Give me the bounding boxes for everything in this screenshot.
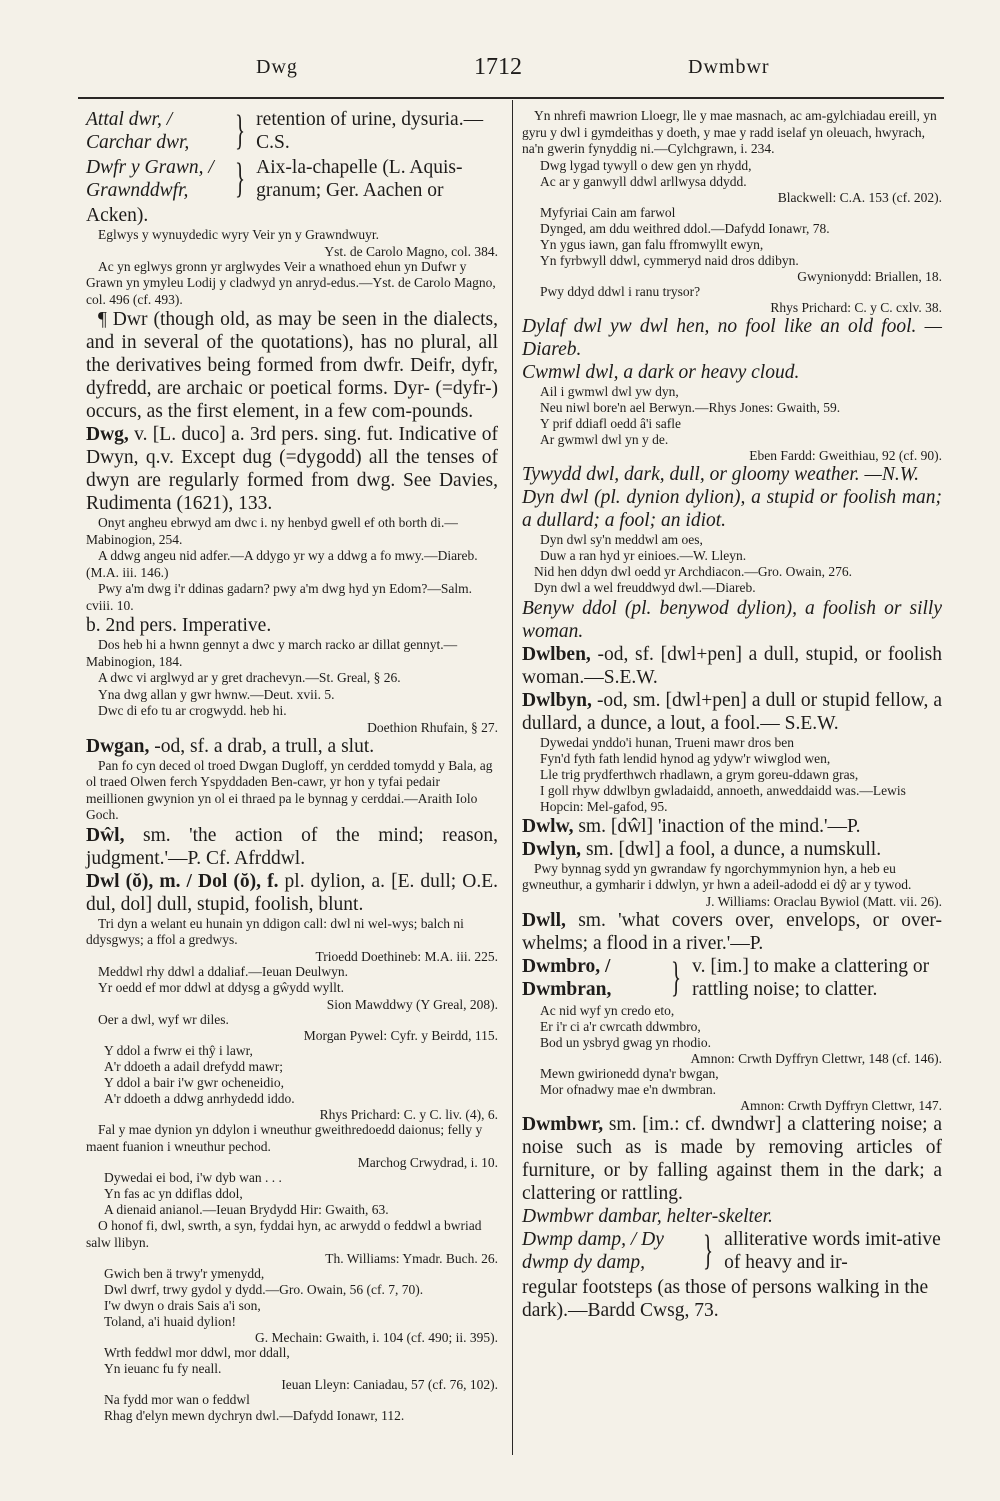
verse-line: Yn ieuanc fu fy neall. (104, 1361, 222, 1376)
entry-terms: Dwmp damp, / Dy dwmp dy damp, (522, 1228, 664, 1273)
quotation: A dwc vi arglwyd ar y gret drachevyn.—St. Greal, § 26. (98, 670, 401, 685)
verse-line: Dwl dwrf, trwy gydol y dydd.—Gro. Owain, 56 (cf. 7, 70). (104, 1282, 424, 1297)
verse-quotation (522, 384, 942, 416)
entry-definition: sm. 'what covers over, envelops, or over-whelms; a flood in a river.'—P. (522, 909, 943, 954)
entry-dwl-noun (86, 824, 498, 870)
headword: Dwl (ŏ), m. / Dol (ŏ), f. (86, 870, 279, 892)
running-head-left: Dwg (256, 56, 298, 78)
quotation (86, 980, 498, 1012)
quotation-text: Fal y mae dynion yn ddylon i wneuthur gweithredoedd daionus; felly y maent fuanion i wneuthur pechod. (86, 1122, 483, 1154)
verse-quotation (522, 416, 942, 463)
verse-line: Ar gwmwl dwl yn y de. (540, 431, 669, 447)
headword: Dwg, (86, 424, 129, 445)
brace: } (671, 954, 682, 1001)
quotation: Pan fo cyn deced ol troed Dwgan Dugloff, yn cerdded tomydd y Bala, ag ol traed Olwen ferch Yspyddaden Ben-cawr, yr hon y tyfai pedair meillionen gwynion yn ol ei thraed pa le bynnag y cerddai.—Araith Iolo Goch. (86, 757, 493, 822)
quotation-source: Gwynionydd: Briallen, 18. (797, 268, 942, 284)
verse-line: A'r ddoeth a ddwg anrhydedd iddo. (104, 1091, 295, 1106)
quotation-source: Yst. de Carolo Magno, col. 384. (324, 243, 498, 259)
verse-line: Mewn gwirionedd dyna'r bwgan, (540, 1065, 719, 1081)
entry-dwl-adj (86, 870, 498, 916)
verse-line: Y ddol a bair i'w gwr ocheneidio, (104, 1075, 285, 1090)
brace: } (235, 156, 246, 202)
quotation-source: Rhys Prichard: C. y C. cxlv. 38. (770, 299, 942, 315)
entry-definition: pl. dylion, a. [E. dull; O.E. dul, dol] dull, stupid, foolish, blunt. (86, 870, 499, 915)
quotation: Nid hen ddyn dwl oedd yr Archdiacon.—Gro. Owain, 276. (534, 563, 852, 579)
quotation: Ac yn eglwys gronn yr arglwydes Veir a wnathoed ehun yn Dufwr y Grawn yn ymyleu Lodij y cladwyd yn anryd-edus.—Yst. de Carolo Magno, col. 496 (cf. 493). (86, 258, 496, 307)
entry-dwg (86, 423, 498, 515)
entry-definition: sm. [dwl] a fool, a dunce, a numskull. (585, 838, 882, 860)
phrase-cwmwl-dwl: Cwmwl dwl, a dark or heavy cloud. (522, 361, 800, 383)
quotation-source: Sion Mawddwy (Y Greal, 208). (326, 996, 498, 1012)
entry-dwll (522, 909, 942, 955)
quotation-source: G. Mechain: Gwaith, i. 104 (cf. 490; ii. 395). (255, 1330, 498, 1345)
entry-continuation: Acken). (86, 205, 149, 226)
quotation-source: J. Williams: Oraclau Bywiol (Matt. vii. 26). (705, 893, 942, 909)
phrase-dwmbwr-dambar: Dwmbwr dambar, helter-skelter. (522, 1205, 773, 1227)
quotation-source: Rhys Prichard: C. y C. liv. (4), 6. (319, 1107, 498, 1122)
quotation (86, 227, 498, 259)
quotation: Onyt angheu ebrwyd am dwc i. ny henbyd gwell ef oth borth di.—Mabinogion, 254. (86, 515, 458, 547)
verse-line: A'r ddoeth a adail drefydd mawr; (104, 1059, 283, 1074)
quotation (86, 703, 498, 735)
verse-line: I'w dwyn o drais Sais a'i son, (104, 1298, 261, 1313)
verse-line: Fyn'd fyth fath lendid hynod ag ydyw'r wiwglod wen, (540, 750, 831, 766)
verse-line: Yn fas ac yn ddiflas ddol, (104, 1186, 243, 1201)
verse-line: I goll rhyw ddwlbyn gwladaidd, annoeth, anweddaidd was.—Lewis Hopcin: Mel-gafod, 95. (540, 782, 906, 814)
verse-line: Neu niwl bore'n ael Berwyn.—Rhys Jones: Gwaith, 59. (540, 399, 841, 415)
quotation: Yn nhrefi mawrion Lloegr, lle y mae masnach, ac am-gylchiadau ereill, yn gyru y dwl i gymdeithas y doeth, y mae y radd iselaf yn oleuach, hwyrach, na'n gwerin fynyddig ni.—Cylchgrawn, i. 234. (522, 108, 937, 156)
phrase-tywydd-dwl: Tywydd dwl, dark, dull, or gloomy weather. —N.W. (522, 463, 920, 485)
verse-line: Y ddol a fwrw ei thŷ i lawr, (104, 1043, 253, 1058)
headword: Dwlw, (522, 815, 574, 837)
quotation (86, 1122, 498, 1170)
quotation: Pwy a'm dwg i'r ddinas gadarn? pwy a'm dwg hyd yn Edom?—Salm. cviii. 10. (86, 581, 472, 613)
entry-dwmp-damp (522, 1228, 942, 1274)
entry-definition: v. [im.] to make a clattering or rattling noise; to clatter. (692, 955, 930, 1000)
quotation-source: Blackwell: C.A. 153 (cf. 202). (777, 189, 942, 205)
quotation-text: Yr oedd ef mor ddwl at ddysg a gŵydd wyllt. (98, 980, 344, 995)
usage-note: ¶ Dwr (though old, as may be seen in the dialects, and in several of the quotations), has no plural, all the derivatives being formed from dwfr. Deifr, dyfr, dyfredd, are archaic or poetical forms. Dyr- (=dyfr-) occurs, as the first element, in a few com-pounds. (86, 309, 498, 422)
quotation: A ddwg angeu nid adfer.—A ddygo yr wy a ddwg a fo mwy.—Diareb. (M.A. iii. 146.) (86, 548, 478, 580)
entry-dwlyn (522, 838, 942, 861)
verse-line: Duw a ran hyd yr einioes.—W. Lleyn. (540, 547, 747, 563)
verse-line: Wrth feddwl mor ddwl, mor ddall, (104, 1345, 290, 1360)
headword: Dwmbwr, (522, 1113, 604, 1135)
verse-quotation (86, 1345, 498, 1392)
quotation-source: Ieuan Lleyn: Caniadau, 57 (cf. 76, 102). (281, 1377, 498, 1392)
verse-line: A dienaid anianol.—Ieuan Brydydd Hir: Gwaith, 63. (104, 1202, 389, 1217)
headword: Dwlben, (522, 643, 591, 665)
quotation-source: Trioedd Doethineb: M.A. iii. 225. (315, 948, 498, 964)
verse-quotation (86, 1392, 498, 1424)
phrase-dyn-dwl: Dyn dwl (pl. dynion dylion), a stupid or foolish man; a dullard; a fool; an idiot. (522, 486, 942, 531)
quotation-source: Amnon: Crwth Dyffryn Clettwr, 148 (cf. 146). (690, 1050, 942, 1066)
verse-line: Ac nid wyf yn credo eto, (540, 1002, 675, 1018)
phrase-dylaf-dwl: Dylaf dwl yw dwl hen, no fool like an old fool. —Diareb. (522, 315, 942, 360)
headword: Dwll, (522, 909, 566, 931)
quotation-source: Morgan Pywel: Cyfr. y Beirdd, 115. (303, 1028, 498, 1043)
verse-quotation (86, 1043, 498, 1122)
verse-line: Na fydd mor wan o feddwl (104, 1392, 250, 1407)
verse-line: Lle trig prydferthwch rhadlawn, a grym goreu-ddawn gras, (540, 766, 859, 782)
entry-definition: alliterative words imit-ative of heavy and ir- (724, 1228, 941, 1273)
verse-quotation (522, 532, 942, 564)
right-column (522, 108, 942, 1322)
verse-line: Er i'r ci a'r cwrcath ddwmbro, (540, 1018, 701, 1034)
entry-dwlw (522, 815, 942, 838)
verse-quotation (522, 284, 942, 315)
verse-line: Dwg lygad tywyll o dew gen yn rhydd, (540, 157, 752, 173)
brace: } (235, 108, 246, 154)
verse-quotation (522, 735, 942, 815)
verse-line: Dywedai ynddo'i hunan, Trueni mawr dros ben (540, 734, 795, 750)
verse-line: Yn fyrbwyll ddwl, cymmeryd naid dros ddibyn. (540, 252, 799, 268)
running-head-right: Dwmbwr (688, 56, 770, 78)
verse-line: Dywedai ei bod, i'w dyb wan . . . (104, 1170, 282, 1185)
entry-definition: v. [L. duco] a. 3rd pers. sing. fut. Indicative of Dwyn, q.v. Except dug (=dygodd) all the tenses of dwyn are regularly formed from dwg. See Davies, Rudimenta (1621), 133. (86, 424, 499, 514)
verse-line: Dynged, am ddu weithred ddol.—Dafydd Ionawr, 78. (540, 220, 830, 236)
entry-definition: retention of urine, dysuria.—C.S. (256, 109, 484, 153)
quotation-text: Pwy bynnag sydd yn gwrandaw fy ngorchymmynion hyn, a heb eu gwneuthur, a gymharir i ddwlyn, yr hwn a adeil-adodd ei dŷ ar y tywod. (522, 860, 912, 892)
verse-line: Gwich ben ä trwy'r ymenydd, (104, 1266, 265, 1281)
headword: Dwgan, (86, 735, 150, 757)
brace: } (703, 1227, 714, 1274)
quotation-text: Dwc di efo tu ar crogwydd. heb hi. (98, 703, 287, 718)
entry-definition: -od, sf. [dwl+pen] a dull, stupid, or foolish woman.—S.E.W. (522, 643, 943, 688)
quotation: Meddwl rhy ddwl a ddaliaf.—Ieuan Deulwyn. (98, 963, 349, 979)
verse-line: Ac ar y ganwyll ddwl arllwysa ddydd. (540, 173, 747, 189)
header-rule (78, 97, 944, 99)
verse-line: Y prif ddiafl oedd â'i safle (540, 415, 682, 431)
verse-quotation (86, 1266, 498, 1298)
left-column (86, 108, 498, 1424)
entry-terms: Dwfr y Grawn, / Grawnddwfr, (86, 157, 214, 201)
entry-definition: -od, sm. [dwl+pen] a dull or stupid fellow, a dullard, a dunce, a lout, a fool.— S.E.W. (522, 689, 942, 734)
verse-line: Pwy ddyd ddwl i ranu trysor? (540, 283, 701, 299)
headword: Dwlyn, (522, 838, 582, 860)
verse-line: Myfyriai Cain am farwol (540, 204, 676, 220)
page-header (0, 56, 1000, 86)
quotation-source: Eben Fardd: Gweithiau, 92 (cf. 90). (749, 447, 942, 463)
headword: Dwmbro, / Dwmbran, (522, 955, 612, 1000)
entry-terms: Attal dwr, / Carchar dwr, (86, 109, 190, 153)
verse-line: Ail i gwmwl dwl yw dyn, (540, 383, 679, 399)
quotation-text: Tri dyn a welant eu hunain yn ddigon call: dwl ni wel-wys; balch ni ddysgwys; a ffol a gredwys. (86, 915, 464, 947)
headword: Dwlbyn, (522, 689, 592, 711)
column-divider (512, 100, 513, 1455)
quotation-text: Oer a dwl, wyf wr diles. (98, 1011, 229, 1027)
verse-quotation (522, 1003, 942, 1066)
verse-line: Mor ofnadwy mae e'n dwmbran. (540, 1081, 717, 1097)
quotation: Dos heb hi a hwnn gennyt a dwc y march racko ar dillat gennyt.—Mabinogion, 184. (86, 637, 458, 669)
quotation-source: Th. Williams: Ymadr. Buch. 26. (325, 1251, 498, 1266)
entry-attal-dwr (86, 108, 498, 154)
verse-quotation (86, 1298, 498, 1345)
entry-definition: -od, sf. a drab, a trull, a slut. (154, 735, 375, 757)
phrase-benyw-ddol: Benyw ddol (pl. benywod dylion), a foolish or silly woman. (522, 597, 942, 642)
quotation (86, 1012, 498, 1044)
entry-definition: Aix-la-chapelle (L. Aquis-granum; Ger. Aachen or (256, 157, 463, 201)
entry-dwlben (522, 643, 942, 689)
verse-line: Yn ygus iawn, gan falu ffromwyllt ewyn, (540, 236, 764, 252)
entry-dwlbyn (522, 689, 942, 735)
entry-definition: sm. [im.: cf. dwndwr] a clattering noise; a noise such as is made by removing articles of furniture, or by falling against them in the dark; a clattering or rattling. (522, 1113, 942, 1204)
quotation-text: Eglwys y wynuydedic wyry Veir yn y Grawndwuyr. (98, 227, 379, 242)
verse-quotation (522, 237, 942, 284)
entry-definition: sm. [dŵl] 'inaction of the mind.'—P. (578, 815, 861, 837)
quotation: Dyn dwl a wel freuddwyd dwl.—Diareb. (534, 580, 756, 595)
entry-dwmbro (522, 955, 942, 1001)
entry-dwfr-y-grawn (86, 156, 498, 202)
headword: Dŵl, (86, 824, 125, 846)
verse-line: Toland, a'i huaid dylion! (104, 1314, 236, 1329)
quotation: Yna dwg allan y gwr hwnw.—Deut. xvii. 5. (98, 686, 335, 702)
entry-dwgan (86, 735, 498, 758)
verse-line: Bod un ysbryd gwag yn rhodio. (540, 1034, 711, 1050)
quotation-text: O honof fi, dwl, swrth, a syn, fyddai hyn, ac arwydd o feddwl a bwriad salw llibyn. (86, 1218, 482, 1250)
verse-line: Rhag d'elyn mewn dychryn dwl.—Dafydd Ionawr, 112. (104, 1408, 405, 1423)
page-number: 1712 (474, 54, 522, 80)
entry-continuation: regular footsteps (as those of persons walking in the dark).—Bardd Cwsg, 73. (522, 1276, 929, 1321)
verse-quotation (522, 205, 942, 237)
verse-quotation (522, 158, 942, 205)
verse-quotation (86, 1170, 498, 1218)
entry-dwmbwr (522, 1113, 942, 1205)
quotation-source: Marchog Crwydrad, i. 10. (357, 1155, 498, 1170)
verse-quotation (522, 1066, 942, 1113)
quotation (86, 1218, 498, 1266)
quotation-source: Amnon: Crwth Dyffryn Clettwr, 147. (740, 1097, 942, 1113)
quotation (86, 916, 498, 964)
quotation-source: Doethion Rhufain, § 27. (367, 719, 498, 735)
sense-b: b. 2nd pers. Imperative. (86, 615, 272, 636)
entry-definition: sm. 'the action of the mind; reason, judgment.'—P. Cf. Afrddwl. (86, 824, 499, 869)
quotation (522, 861, 942, 909)
verse-line: Dyn dwl sy'n meddwl am oes, (540, 531, 703, 547)
